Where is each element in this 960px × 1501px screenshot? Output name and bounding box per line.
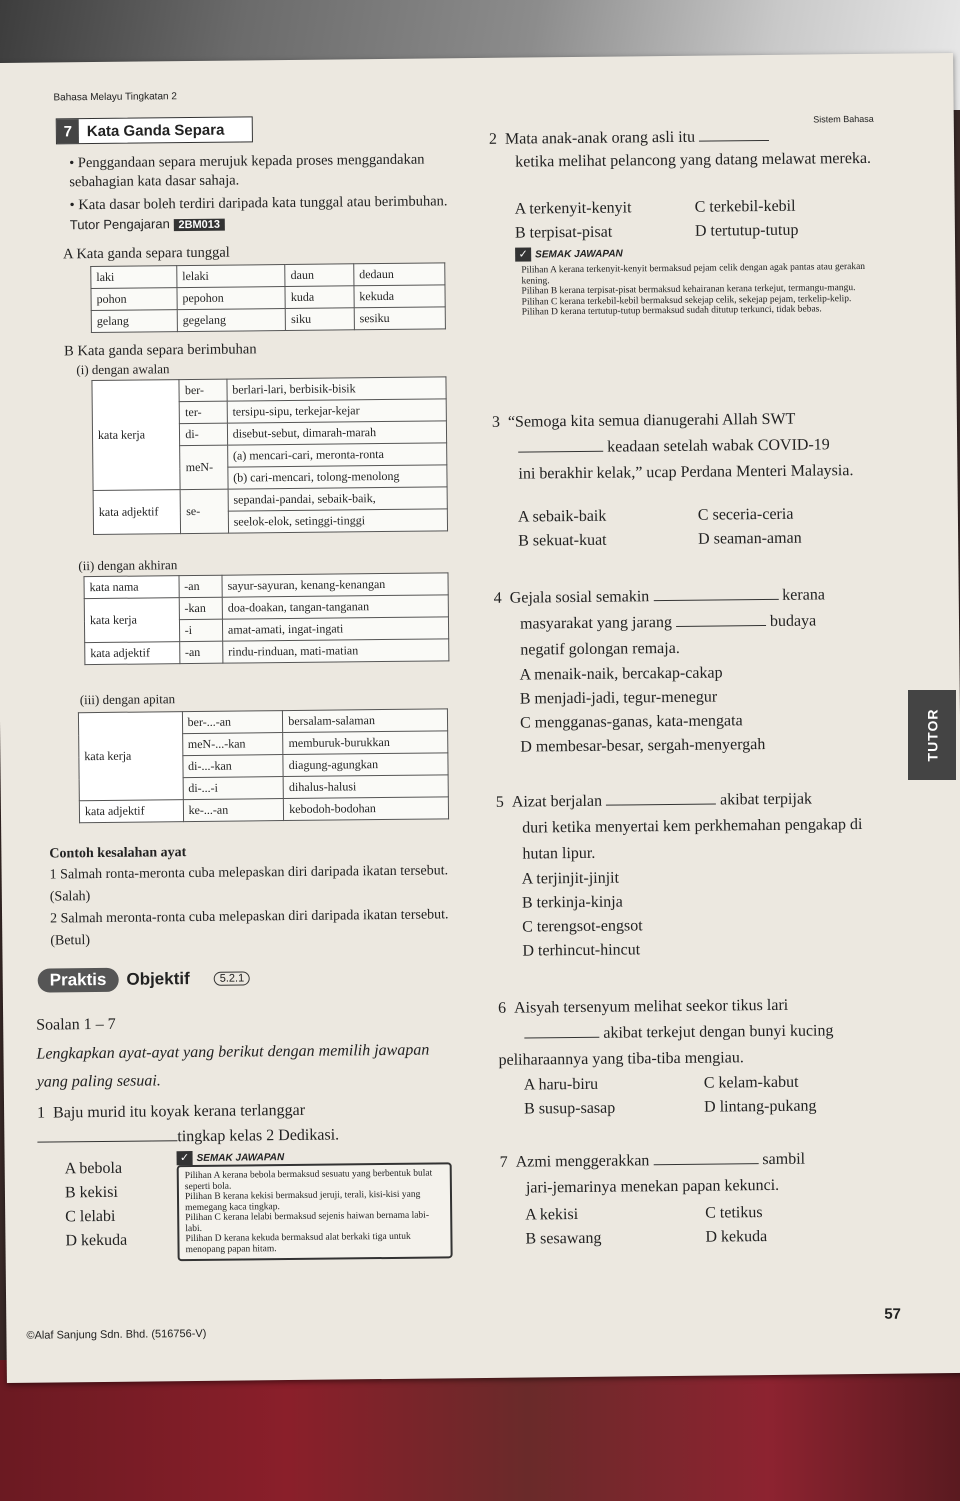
question-text-2: ketika melihat pelancong yang datang melawat mereka.: [515, 149, 872, 171]
section-title-text: Kata Ganda Separa: [86, 121, 225, 140]
example-cell: dihalus-halusi: [283, 775, 448, 799]
part-b-title: B Kata ganda separa berimbuhan: [64, 341, 257, 360]
question-4: [494, 582, 895, 664]
instructions: Lengkapkan ayat-ayat yang berikut dengan memilih jawapan yang paling sesuai.: [36, 1041, 430, 1091]
table-row: [85, 639, 449, 665]
series-label: Sistem Bahasa: [813, 113, 874, 125]
answer-check-title: SEMAK JAWAPAN: [196, 1151, 285, 1164]
answer-explanation-box: [515, 258, 886, 322]
q1-answer-check: [177, 1148, 453, 1261]
option-d[interactable]: D tertutup-tutup: [694, 221, 799, 240]
book-page: [0, 53, 960, 1383]
table-row: [91, 307, 445, 333]
option-b[interactable]: B terpisat-pisat: [514, 223, 613, 242]
affix-cell: di-...-i: [183, 777, 284, 800]
question-text-2: jari-jemarinya menekan papan kekunci.: [525, 1176, 780, 1197]
table-cell: kuda: [285, 286, 354, 309]
category-cell: kata nama: [84, 576, 179, 599]
option-a[interactable]: A kekisi: [525, 1206, 579, 1224]
q2-options: [515, 194, 875, 246]
affix-cell: -kan: [179, 597, 223, 619]
option-d[interactable]: D terhincut-hincut: [522, 941, 641, 960]
syllabus-code: 5.2.1: [214, 971, 251, 985]
question-3: [492, 406, 893, 488]
question-text-2: tingkap kelas 2 Dedikasi.: [177, 1126, 340, 1146]
question-text-b: kerana: [782, 586, 825, 604]
tutor-side-tab: [908, 690, 956, 780]
question-text: Aisyah tersenyum melihat seekor tikus lari: [513, 996, 789, 1017]
question-text: Mata anak-anak orang asli itu: [504, 128, 696, 148]
option-d[interactable]: D lintang-pukang: [703, 1097, 817, 1116]
affix-cell: meN-...-kan: [182, 733, 283, 756]
affix-cell: di-...-kan: [182, 755, 283, 778]
option-b[interactable]: B sekuat-kuat: [518, 531, 607, 550]
option-a[interactable]: A bebola: [64, 1159, 123, 1178]
option-d[interactable]: D seaman-aman: [698, 529, 802, 548]
bullet-2-text: Kata dasar boleh terdiri daripada kata tunggal atau berimbuhan.: [78, 193, 448, 214]
q1-options: [65, 1157, 128, 1254]
question-text-b: akibat terpijak: [719, 790, 813, 809]
tutor-code-badge: 2BM013: [173, 219, 225, 232]
answer-blank: [676, 625, 766, 627]
option-a[interactable]: A sebaik-baik: [517, 507, 607, 526]
example-cell: sayur-sayuran, kenang-kenangan: [222, 573, 448, 597]
option-a[interactable]: A terkenyit-kenyit: [514, 199, 632, 218]
check-icon: ✓: [515, 247, 531, 261]
option-c[interactable]: C lelabi: [65, 1207, 116, 1226]
section-number: 7: [57, 119, 79, 143]
option-a[interactable]: A haru-biru: [523, 1075, 599, 1094]
option-b[interactable]: B terkinja-kinja: [521, 893, 623, 912]
answer-check-title: SEMAK JAWAPAN: [535, 247, 623, 260]
option-a[interactable]: A terjinjit-jinjit: [521, 869, 620, 888]
example-cell: (b) cari-mencari, tolong-menolong: [228, 465, 447, 489]
question-number: 4: [493, 589, 502, 607]
question-text-2: keadaan setelah wabak COVID-19: [607, 436, 830, 456]
question-5: [496, 786, 897, 868]
error-example-1: 1 Salmah ronta-meronta cuba melepaskan diri daripada ikatan tersebut. (Salah): [49, 863, 449, 905]
question-text-2: masyarakat yang jarang: [519, 613, 673, 633]
example-cell: amat-amati, ingat-ingati: [222, 617, 448, 641]
affix-cell: -an: [179, 641, 223, 663]
part-b1-title: (i) dengan awalan: [76, 361, 170, 378]
explanation-line: Pilihan D kerana tertutup-tutup bermaksud sudah ditutup terkunci, tidak bebas.: [521, 304, 822, 318]
q2-answer-check: [515, 244, 886, 322]
table-cell: daun: [285, 264, 354, 287]
example-cell: disebut-sebut, dimarah-marah: [227, 421, 446, 445]
question-number: 7: [499, 1153, 508, 1171]
table-cell: dedaun: [354, 263, 445, 286]
option-d[interactable]: D kekuda: [65, 1231, 128, 1250]
example-cell: seelok-elok, setinggi-tinggi: [228, 509, 447, 533]
category-cell: kata kerja: [78, 712, 183, 801]
explanation-line: Pilihan A kerana bebola bermaksud sesuatu yang berbentuk bulat seperti bola.: [184, 1168, 433, 1192]
option-b[interactable]: B kekisi: [64, 1183, 118, 1202]
affix-cell: -i: [179, 619, 223, 641]
part-a-title: A Kata ganda separa tunggal: [63, 244, 230, 263]
answer-blank: [653, 599, 778, 601]
example-cell: sepandai-pandai, sebaik-baik,: [228, 487, 447, 511]
side-tab-label: TUTOR: [924, 708, 940, 762]
category-cell: kata adjektif: [79, 800, 183, 823]
example-cell: doa-doakan, tangan-tanganan: [222, 595, 448, 619]
soalan-range: Soalan 1 – 7: [36, 1015, 116, 1034]
table-cell: pohon: [91, 288, 177, 311]
affix-cell: ber-...-an: [182, 711, 283, 734]
example-cell: berlari-lari, berbisik-bisik: [227, 377, 446, 401]
explanation-line: Pilihan B kerana terpisat-pisat bermaksud kehairanan kerana terkejut, termangu-mangu.: [521, 283, 856, 297]
page-number: 57: [884, 1305, 902, 1323]
category-cell: kata kerja: [92, 380, 181, 491]
example-cell: bersalam-salaman: [283, 709, 448, 733]
part-b3-title: (iii) dengan apitan: [79, 691, 176, 708]
affix-cell: meN-: [180, 445, 228, 489]
option-d[interactable]: D membesar-besar, sergah-menyergah: [520, 736, 766, 756]
question-text-3: negatif golongan remaja.: [520, 639, 680, 659]
error-example-2: 2 Salmah meronta-ronta cuba melepaskan diri daripada ikatan tersebut. (Betul): [50, 907, 449, 949]
question-text: Baju murid itu koyak kerana terlanggar: [53, 1101, 306, 1122]
table-cell: gelang: [91, 310, 177, 333]
option-c[interactable]: C terkebil-kebil: [694, 197, 796, 216]
answer-blank: [37, 1140, 177, 1142]
bullet-1: • Penggandaan separa merujuk kepada proses menggandakan sebahagian kata dasar sahaja.: [69, 151, 425, 191]
explanation-line: Pilihan D kerana kekuda bermaksud alat berkaki tiga untuk menopang papan hitam.: [185, 1231, 411, 1255]
question-1: [37, 1096, 458, 1150]
table-cell: laki: [91, 266, 177, 289]
table-row: [79, 797, 448, 823]
option-b[interactable]: B susup-sasap: [524, 1099, 616, 1118]
question-text: “Semoga kita semua dianugerahi Allah SWT: [507, 410, 796, 431]
answer-explanation-box: [177, 1162, 453, 1261]
praktis-pill: Praktis: [38, 968, 119, 993]
table-b1: [91, 376, 448, 535]
question-number: 2: [488, 130, 498, 148]
question-text-2b: budaya: [769, 612, 817, 630]
option-b[interactable]: B menjadi-jadi, tegur-menegur: [519, 688, 718, 708]
question-number: 1: [37, 1104, 46, 1122]
table-b2: [83, 572, 449, 665]
question-text-2: akibat terkejut dengan bunyi kucing peliharaannya yang tiba-tiba mengiau.: [498, 1022, 834, 1069]
question-number: 5: [495, 793, 504, 811]
answer-blank: [699, 140, 769, 142]
tutor-label: Tutor Pengajaran: [69, 216, 170, 233]
section-title: [56, 116, 253, 144]
table-cell: pepohon: [177, 287, 286, 310]
q7-options: [525, 1200, 885, 1252]
example-cell: kebodoh-bodohan: [284, 797, 449, 821]
answer-blank: [606, 804, 716, 806]
q4-options: [519, 661, 765, 760]
affix-cell: ber-: [179, 379, 227, 401]
table-cell: gegelang: [177, 309, 286, 332]
question-text: Azmi menggerakkan: [515, 1152, 650, 1171]
question-text-2: duri ketika menyertai kem perkhemahan pengakap di hutan lipur.: [522, 816, 863, 863]
example-cell: rindu-rinduan, mati-matian: [223, 639, 449, 663]
bullet-1-text: Penggandaan separa merujuk kepada proses menggandakan sebahagian kata dasar sahaja.: [69, 151, 425, 191]
table-cell: kekuda: [354, 285, 445, 308]
affix-cell: ter-: [180, 401, 228, 423]
question-7: [500, 1146, 901, 1202]
answer-blank: [524, 1037, 599, 1039]
q3-options: [518, 502, 878, 554]
option-c[interactable]: C terengsot-engsot: [522, 917, 643, 936]
question-text: Gejala sosial semakin: [509, 588, 650, 607]
affix-cell: ke-...-an: [183, 799, 284, 822]
example-cell: diagung-agungkan: [283, 753, 448, 777]
option-d[interactable]: D kekuda: [705, 1228, 768, 1246]
affix-cell: se-: [180, 489, 228, 533]
question-2: [489, 124, 884, 174]
category-cell: kata adjektif: [85, 642, 180, 665]
answer-blank: [653, 1163, 758, 1165]
category-cell: kata kerja: [84, 598, 179, 643]
example-cell: (a) mencari-cari, meronta-ronta: [227, 443, 446, 467]
answer-blank: [518, 451, 603, 453]
q5-options: [522, 866, 643, 963]
option-b[interactable]: B sesawang: [525, 1229, 602, 1248]
bullet-2: • Kata dasar boleh terdiri daripada kata tunggal atau berimbuhan. Tutor Pengajaran 2BM013: [69, 193, 448, 233]
example-cell: memburuk-burukkan: [283, 731, 448, 755]
question-6: [498, 992, 899, 1074]
option-c[interactable]: C tetikus: [705, 1204, 763, 1222]
explanation-line: Pilihan A kerana terkenyit-kenyit bermaksud pejam celik dengan agak pantas atau gerakan kening.: [521, 261, 866, 287]
question-text: Aizat berjalan: [511, 792, 603, 811]
error-examples-title: Contoh kesalahan ayat: [49, 845, 187, 862]
option-a[interactable]: A menaik-naik, bercakap-cakap: [519, 664, 723, 684]
category-cell: kata adjektif: [93, 490, 181, 535]
praktis-header: [38, 966, 251, 992]
question-number: 3: [491, 413, 500, 431]
explanation-line: Pilihan C kerana terkebil-kebil bermaksud sekejap celik, sekejap pejam, terkelip-kelip.: [521, 293, 852, 308]
book-title: Bahasa Melayu Tingkatan 2: [53, 91, 177, 104]
table-cell: lelaki: [177, 265, 286, 288]
table-cell: sesiku: [354, 307, 445, 330]
part-b2-title: (ii) dengan akhiran: [78, 557, 178, 574]
question-number: 6: [497, 999, 507, 1017]
affix-cell: di-: [180, 423, 228, 445]
objektif-label: Objektif: [126, 969, 190, 989]
affix-cell: -an: [179, 575, 223, 597]
option-c[interactable]: C mengganas-ganas, kata-mengata: [519, 712, 743, 732]
explanation-line: Pilihan B kerana kekisi bermaksud jeruji, terali, kisi-kisi yang memegang kaca tingkap.: [184, 1189, 421, 1213]
table-cell: siku: [285, 308, 354, 331]
question-text-b: sambil: [762, 1150, 806, 1169]
option-c[interactable]: C seceria-ceria: [697, 505, 794, 524]
check-icon: ✓: [177, 1151, 193, 1165]
option-c[interactable]: C kelam-kabut: [703, 1073, 799, 1092]
table-a: [90, 262, 446, 333]
q6-options: [524, 1070, 884, 1122]
example-cell: tersipu-sipu, terkejar-kejar: [227, 399, 446, 423]
copyright: ©Alaf Sanjung Sdn. Bhd. (516756-V): [26, 1327, 207, 1342]
table-b3: [78, 708, 449, 823]
question-text-3: ini berakhir kelak,” ucap Perdana Menteri Malaysia.: [518, 462, 854, 483]
explanation-line: Pilihan C kerana lelabi bermaksud sejenis haiwan bernama labi-labi.: [185, 1210, 430, 1234]
